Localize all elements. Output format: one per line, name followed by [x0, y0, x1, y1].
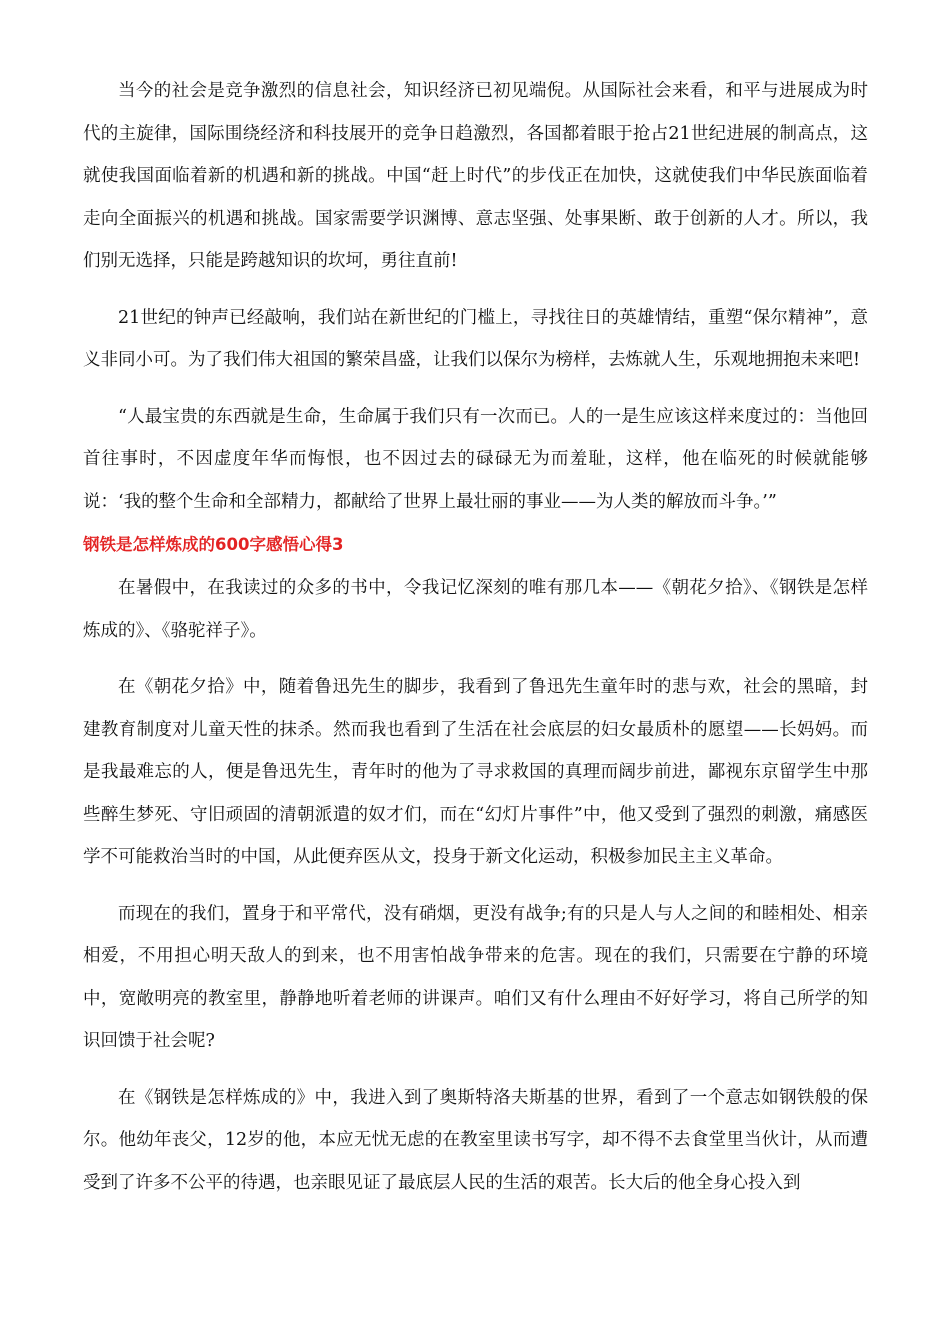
paragraph-zhaohua-xishi: 在《朝花夕拾》中，随着鲁迅先生的脚步，我看到了鲁迅先生童年时的悲与欢，社会的黑暗，封建教育制度对儿童天性的抹杀。然而我也看到了生活在社会底层的妇女最质朴的愿望——长妈妈。而是我最难忘的人，便是鲁迅先生，青年时的他为了寻求救国的真理而阔步前进，鄙视东京留学生中那些醉生梦死、守旧顽固的清朝派遣的奴才们，而在“幻灯片事件”中，他又受到了强烈的刺激，痛感医学不可能救治当时的中国，从此便弃医从文，投身于新文化运动，积极参加民主主义革命。 — [83, 677, 868, 867]
paragraph-peaceful-times: 而现在的我们，置身于和平常代，没有硝烟，更没有战争;有的只是人与人之间的和睦相处、相亲相爱，不用担心明天敌人的到来，也不用害怕战争带来的危害。现在的我们，只需要在宁静的环境中，宽敞明亮的教室里，静静地听着老师的讲课声。咱们又有什么理由不好好学习，将自己所学的知识回馈于社会呢? — [83, 903, 868, 1051]
paragraph-summer-reading: 在暑假中，在我读过的众多的书中，令我记忆深刻的唯有那几本——《朝花夕拾》、《钢铁是怎样炼成的》、《骆驼祥子》。 — [83, 578, 868, 641]
paragraph-steel-tempered: 在《钢铁是怎样炼成的》中，我进入到了奥斯特洛夫斯基的世界，看到了一个意志如钢铁般的保尔。他幼年丧父，12岁的他，本应无忧无虑的在教室里读书写字，却不得不去食堂里当伙计，从而遭受到了许多不公平的待遇，也亲眼见证了最底层人民的生活的艰苦。长大后的他全身心投入到 — [83, 1087, 868, 1193]
paragraph-competition-society: 当今的社会是竞争激烈的信息社会，知识经济已初见端倪。从国际社会来看，和平与进展成为时代的主旋律，国际围绕经济和科技展开的竞争日趋激烈，各国都着眼于抢占21世纪进展的制高点，这就使我国面临着新的机遇和新的挑战。中国“赶上时代”的步伐正在加快，这就使我们中华民族面临着走向全面振兴的机遇和挑战。国家需要学识渊博、意志坚强、处事果断、敢于创新的人才。所以，我们别无选择，只能是跨越知识的坎坷，勇往直前! — [83, 81, 868, 271]
document-page — [83, 70, 868, 1204]
paragraph-quote-life: “人最宝贵的东西就是生命，生命属于我们只有一次而已。人的一是生应该这样来度过的：当他回首往事时，不因虚度年华而悔恨，也不因过去的碌碌无为而羞耻，这样，他在临死的时候就能够说：‘我的整个生命和全部精力，都献给了世界上最壮丽的事业——为人类的解放而斗争。’” — [83, 406, 868, 512]
section-heading: 钢铁是怎样炼成的600字感悟心得3 — [83, 535, 344, 554]
paragraph-new-century: 21世纪的钟声已经敲响，我们站在新世纪的门槛上，寻找往日的英雄情结，重塑“保尔精神”，意义非同小可。为了我们伟大祖国的繁荣昌盛，让我们以保尔为榜样，去炼就人生，乐观地拥抱未来吧! — [83, 307, 868, 370]
